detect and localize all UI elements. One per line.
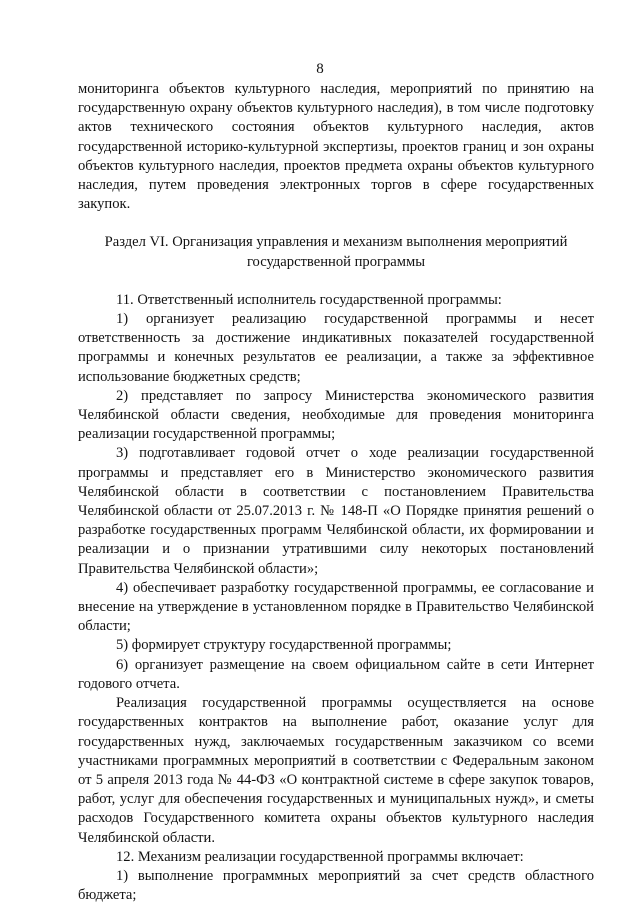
paragraph-item-11-2: 2) представляет по запросу Министерства экономического развития Челябинской области сведения, необходимые для проведения мониторинга реализации государственной программы; bbox=[78, 387, 594, 443]
paragraph-item-11-4: 4) обеспечивает разработку государственной программы, ее согласование и внесение на утверждение в установленном порядке в Правительство Челябинской области; bbox=[78, 579, 594, 635]
page-number: 8 bbox=[316, 61, 324, 77]
paragraph-item-12: 12. Механизм реализации государственной программы включает: bbox=[116, 848, 524, 865]
paragraph-item-11-5: 5) формирует структуру государственной программы; bbox=[116, 637, 452, 654]
paragraph-item-11: 11. Ответственный исполнитель государственной программы: bbox=[116, 291, 502, 308]
section-heading: Раздел VI. Организация управления и механизм выполнения мероприятий государственной программы bbox=[104, 234, 568, 270]
paragraph-item-11-1: 1) организует реализацию государственной программы и несет ответственность за достижение индикативных показателей государственной программы и конечных результатов ее реализации, а также за эффективное использование бюджетных средств; bbox=[78, 311, 594, 385]
paragraph-implementation: Реализация государственной программы осуществляется на основе государственных контрактов на выполнение работ, оказание услуг для государственных нужд, заключаемых государственным заказчиком со всеми участниками программных мероприятий в соответствии с Федеральным законом от 5 апреля 2013 года № 44-ФЗ «О контрактной системе в сфере закупок товаров, работ, услуг для обеспечения государственных и муниципальных нужд», и сметы расходов Государственного комитета охраны объектов культурного наследия Челябинской области. bbox=[78, 695, 594, 846]
document-body bbox=[78, 80, 594, 905]
paragraph-item-11-3: 3) подготавливает годовой отчет о ходе реализации государственной программы и представляет его в Министерство экономического развития Челябинской области в соответствии с постановлением Правительства Челябинской области от 25.07.2013 г. № 148-П «О Порядке принятия решений о разработке государственных программ Челябинской области, их формировании и реализации и о признании утратившими силу некоторых постановлений Правительства Челябинской области»; bbox=[78, 445, 594, 577]
paragraph-item-12-1: 1) выполнение программных мероприятий за счет средств областного бюджета; bbox=[78, 867, 594, 904]
paragraph-item-11-6: 6) организует размещение на своем официальном сайте в сети Интернет годового отчета. bbox=[78, 656, 594, 692]
paragraph-continuation: мониторинга объектов культурного наследия, мероприятий по принятию на государственную охрану объектов культурного наследия), в том числе подготовку актов технического состояния объектов культурного наследия, актов государственной историко-культурной экспертизы, проектов границ и зон охраны объектов культурного наследия, проектов предмета охраны объектов культурного наследия, путем проведения электронных торгов в сфере государственных закупок. bbox=[78, 81, 594, 213]
